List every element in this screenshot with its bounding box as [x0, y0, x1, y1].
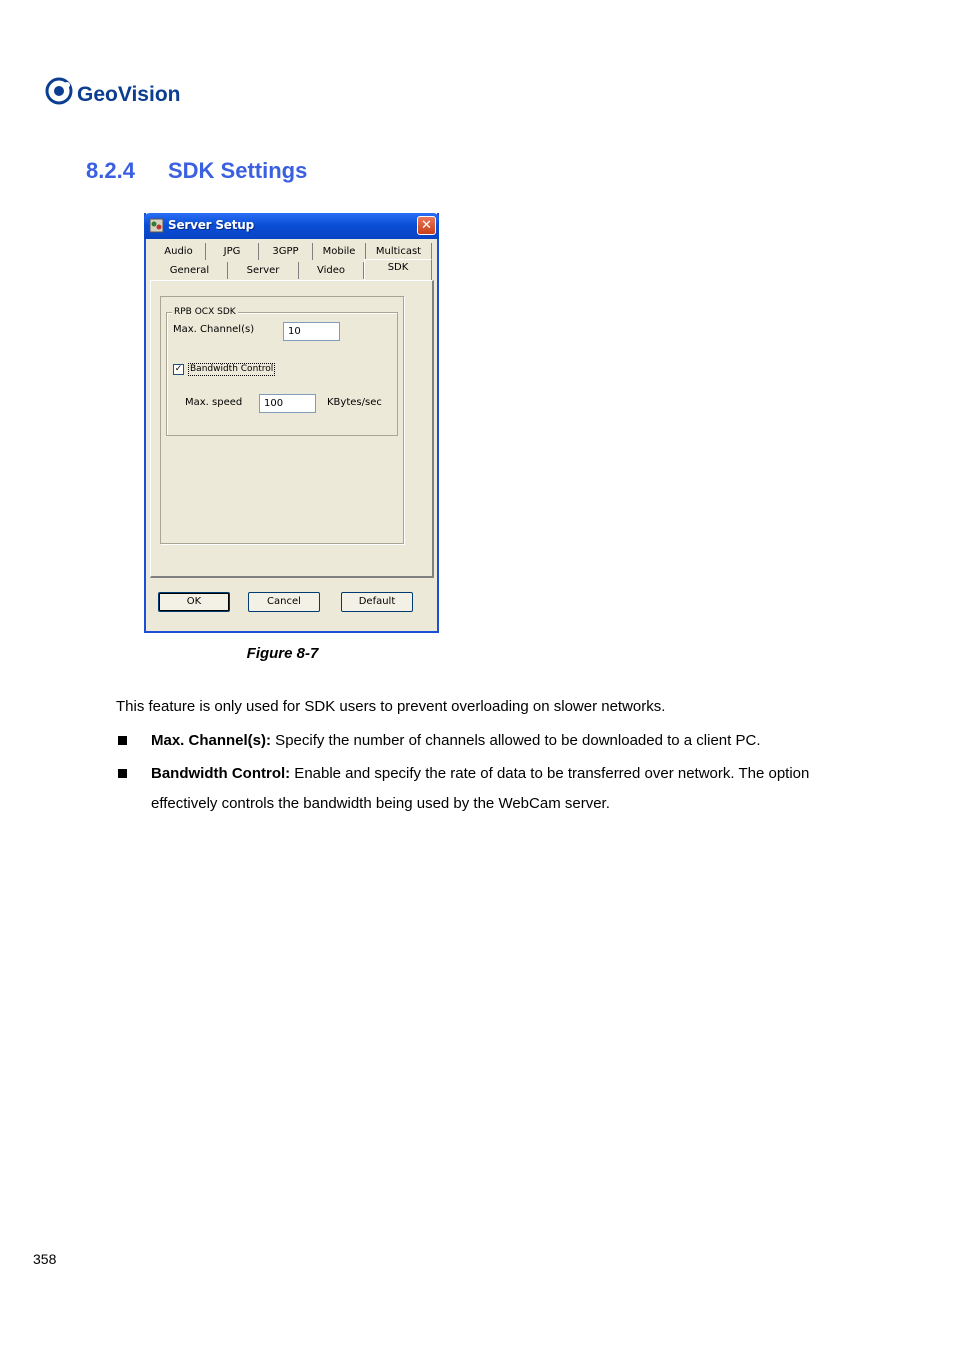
ok-button[interactable]: OK — [158, 592, 230, 612]
section-title: SDK Settings — [168, 158, 308, 183]
section-heading — [86, 158, 307, 184]
bandwidth-control-label[interactable]: Bandwidth Control — [190, 364, 274, 374]
tab-video[interactable]: Video — [299, 262, 364, 279]
max-channel-label: Max. Channel(s) — [173, 324, 255, 335]
figure-caption: Figure 8-7 — [246, 645, 319, 662]
logo-text: GeoVision — [77, 83, 181, 106]
bullet-description: Specify the number of channels allowed to be downloaded to a client PC. — [271, 732, 761, 749]
sdk-tab-panel — [150, 280, 434, 578]
tab-audio[interactable]: Audio — [152, 243, 206, 260]
tab-mobile[interactable]: Mobile — [313, 243, 366, 260]
bullet-square-icon — [118, 769, 127, 778]
bandwidth-control-checkbox[interactable] — [173, 364, 184, 375]
cancel-button[interactable]: Cancel — [248, 592, 320, 612]
bullet-description: Enable and specify the rate of data to be transferred over network. The option effectively controls the bandwidth being used by the WebCam server. — [151, 765, 810, 812]
group-title: RPB OCX SDK — [174, 307, 236, 317]
tab-sdk[interactable]: SDK — [364, 259, 432, 281]
tab-multicast[interactable]: Multicast — [366, 243, 432, 260]
rpb-ocx-sdk-group — [166, 307, 398, 436]
close-icon[interactable]: ✕ — [417, 216, 436, 235]
bullet-term: Max. Channel(s): — [151, 732, 272, 749]
tab-server[interactable]: Server — [228, 262, 299, 279]
max-speed-input[interactable]: 100 — [259, 394, 316, 413]
app-icon — [149, 218, 164, 233]
bullet-bandwidth-control — [151, 759, 831, 819]
speed-unit-label: KBytes/sec — [327, 397, 382, 408]
default-button[interactable]: Default — [341, 592, 413, 612]
max-channel-input[interactable]: 10 — [283, 322, 340, 341]
bullet-square-icon — [118, 736, 127, 745]
bullet-max-channel — [151, 726, 831, 756]
bullet-term: Bandwidth Control: — [151, 765, 291, 782]
dialog-titlebar[interactable] — [144, 213, 439, 239]
page-number: 358 — [33, 1251, 57, 1267]
tab-jpg[interactable]: JPG — [206, 243, 259, 260]
geovision-logo — [45, 74, 195, 110]
section-number: 8.2.4 — [86, 158, 135, 183]
panel-frame — [160, 296, 404, 544]
tab-3gpp[interactable]: 3GPP — [259, 243, 313, 260]
intro-paragraph: This feature is only used for SDK users to prevent overloading on slower networks. — [116, 698, 666, 715]
checkmark-icon: ✓ — [174, 364, 183, 374]
tab-general[interactable]: General — [152, 262, 228, 279]
max-speed-label: Max. speed — [185, 397, 243, 408]
server-setup-dialog — [144, 213, 439, 633]
dialog-title: Server Setup — [168, 218, 255, 232]
